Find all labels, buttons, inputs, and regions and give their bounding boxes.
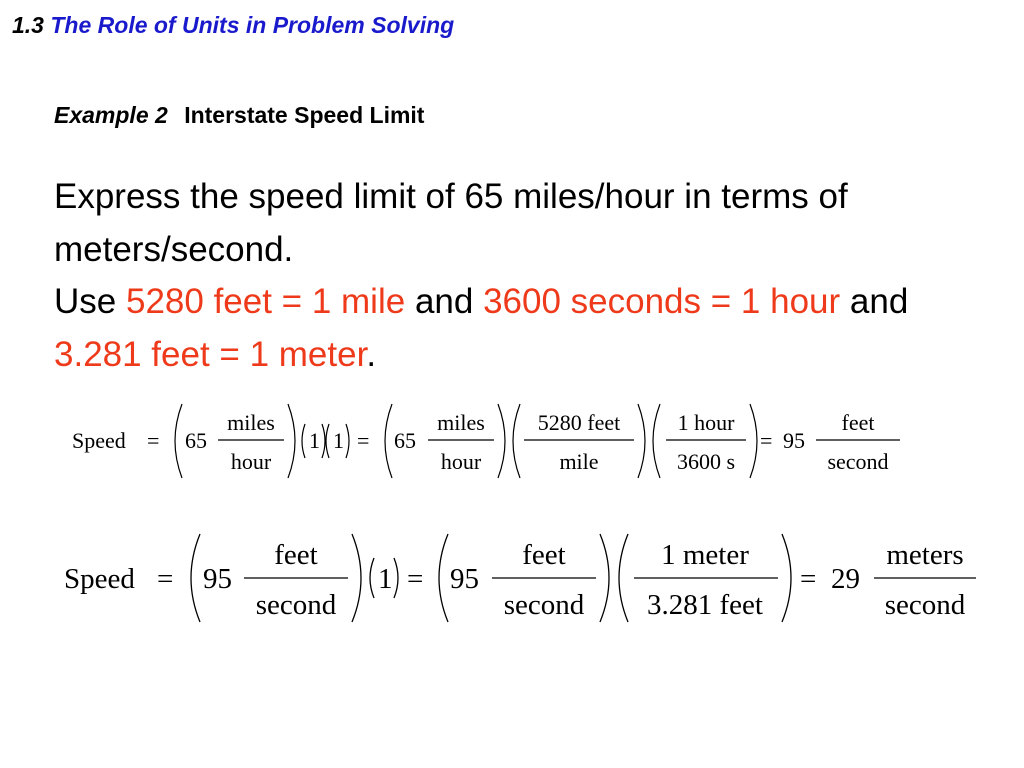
eq1-den2: hour <box>440 449 482 474</box>
eq1-num3: 5280 feet <box>537 410 621 435</box>
eq1-lhs: Speed <box>72 428 126 453</box>
section-number: 1.3 <box>12 12 44 38</box>
paren-left <box>370 558 374 598</box>
eq1-den3: mile <box>559 449 599 474</box>
paren-right <box>782 534 791 622</box>
eq2-den1: second <box>255 589 337 621</box>
example-title: Interstate Speed Limit <box>184 102 425 128</box>
paren-left <box>439 534 448 622</box>
paren-left <box>191 534 200 622</box>
eq2-coef1: 95 <box>203 563 232 595</box>
eq2-num2: feet <box>522 539 566 571</box>
problem-line: Express the speed limit of 65 miles/hour in terms of meters/second. <box>54 177 848 269</box>
eq1-result-den: second <box>827 449 889 474</box>
eq1-result-coef: 95 <box>783 428 805 453</box>
eq1-equals-2: = <box>357 428 370 453</box>
eq1-coef1: 65 <box>185 428 207 453</box>
and-word-1: and <box>414 282 474 321</box>
eq2-result-den: second <box>884 589 966 621</box>
paren-right <box>600 534 609 622</box>
eq1-num2: miles <box>437 410 485 435</box>
conversion-feet-mile: 5280 feet = 1 mile <box>125 282 406 321</box>
paren-right <box>394 558 398 598</box>
eq2-lhs: Speed <box>64 563 135 595</box>
conversion-feet-meter: 3.281 feet = 1 meter <box>54 334 367 374</box>
eq2-equals-3: = <box>800 563 817 595</box>
eq1-num1: miles <box>227 410 275 435</box>
eq1-one1: 1 <box>309 428 320 453</box>
eq2-num3: 1 meter <box>661 539 749 571</box>
eq1-den4: 3600 s <box>676 449 736 474</box>
eq2-equals-2: = <box>407 563 424 595</box>
eq2-den2: second <box>503 589 585 621</box>
eq2-equals: = <box>157 563 174 595</box>
use-word: Use <box>54 282 117 321</box>
eq1-den1: hour <box>230 449 272 474</box>
section-title: The Role of Units in Problem Solving <box>50 12 455 38</box>
eq2-num1: feet <box>274 539 318 571</box>
and-word-2: and <box>849 282 909 321</box>
paren-right <box>352 534 361 622</box>
eq1-result-num: feet <box>841 410 875 435</box>
eq1-coef2: 65 <box>394 428 416 453</box>
eq2-coef2: 95 <box>450 563 479 595</box>
paren-left <box>619 534 628 622</box>
eq2-result-coef: 29 <box>831 563 860 595</box>
eq1-equals: = <box>147 428 160 453</box>
eq1-one2: 1 <box>333 428 344 453</box>
eq2-result-num: meters <box>886 539 964 571</box>
period: . <box>366 334 377 374</box>
eq1-num4: 1 hour <box>677 410 735 435</box>
eq1-equals-3: = <box>760 428 773 453</box>
conversion-seconds-hour: 3600 seconds = 1 hour <box>483 282 841 321</box>
eq2-one1: 1 <box>378 563 393 595</box>
example-label: Example 2 <box>54 102 168 128</box>
eq2-den3: 3.281 feet <box>647 589 763 621</box>
